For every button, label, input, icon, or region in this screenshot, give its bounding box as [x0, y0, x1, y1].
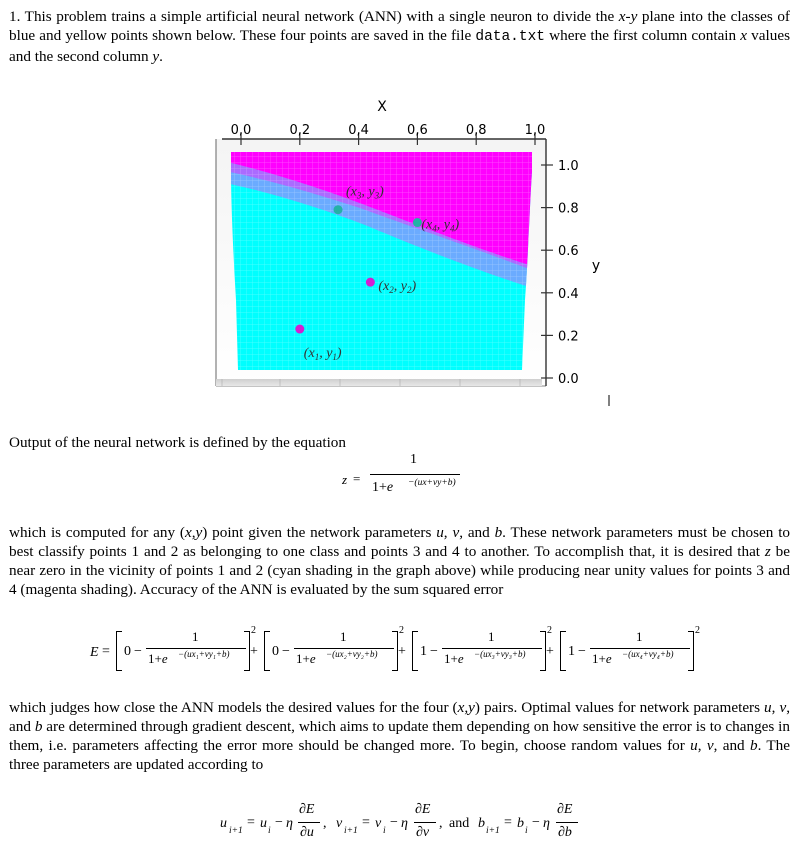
term-denom-base: 1+ — [148, 651, 162, 666]
x-tick-label: 0,4 — [348, 123, 369, 138]
p3-u2: u — [690, 737, 698, 754]
surface-grid — [225, 148, 540, 373]
x-axis-label: X — [377, 99, 387, 115]
z-exponent: −(ux+vy+b) — [408, 478, 456, 488]
p2-t5: . These network parameters must be chosen to best classify points 1 and 2 as belonging to one class and points 3 and 4 to another. To accomplish that, it is desired that — [9, 524, 791, 560]
left-bracket — [116, 631, 122, 671]
p2-u: u — [436, 524, 444, 541]
target-value: 1 — [568, 644, 575, 659]
left-bracket — [412, 631, 418, 671]
z-equals: = — [353, 471, 361, 486]
x-tick-label: 0,2 — [289, 123, 311, 138]
y-tick-label: 0.6 — [558, 244, 579, 260]
intro-text-a: This problem trains a simple artificial neural network (ANN) with a single neuron to divide the — [24, 8, 619, 25]
term-numerator: 1 — [636, 629, 643, 644]
point-label-4: ($x_4$, $y_4$) — [421, 217, 460, 234]
p2-z: z — [764, 543, 771, 560]
z-e: e — [386, 480, 394, 495]
v-lhs: v — [336, 816, 343, 831]
term-e: e — [605, 651, 612, 666]
intro-text-c: where the first column contain — [545, 27, 741, 44]
x-tick-label: 0,6 — [407, 123, 428, 138]
p2-t1: which is computed for any ( — [9, 524, 185, 541]
intro-text-b: plane into the classes of blue and yellow points shown below. These four points are saved in the file — [9, 8, 790, 44]
p3-t8: . The three parameters are updated according to — [9, 737, 791, 773]
z-symbol: z — [342, 472, 348, 487]
z-numerator: 1 — [410, 452, 417, 467]
p2-b: b — [494, 524, 503, 541]
v-comma: , — [439, 816, 443, 831]
b-partial-E: ∂E — [557, 802, 573, 817]
and-word: and — [449, 816, 470, 831]
v-rhs-sub: i — [383, 826, 386, 836]
intro-text-d: values and the second column — [9, 27, 790, 65]
term-minus: − — [134, 644, 142, 659]
b-frac-bar — [556, 822, 578, 823]
v-partial-E: ∂E — [415, 802, 431, 817]
paragraph-3 — [9, 698, 790, 774]
y-tick-label: 0.0 — [558, 372, 579, 387]
problem-number: 1. — [9, 8, 21, 25]
term-numerator: 1 — [340, 629, 347, 644]
p2-v: v — [452, 524, 460, 541]
term-denominator — [148, 651, 168, 667]
v-rhs: v — [375, 816, 382, 831]
v-partial-v: ∂v — [416, 825, 430, 840]
intro-text-e: . — [159, 48, 163, 65]
target-value: 0 — [272, 644, 279, 659]
x-tick-label: 1,0 — [524, 123, 546, 138]
plus-sign: + — [250, 644, 258, 659]
term-power: 2 — [695, 625, 700, 636]
term-exponent: −(ux₁+vy₁+b) — [178, 649, 230, 659]
term-e: e — [457, 651, 464, 666]
right-bracket — [688, 631, 694, 671]
error-term-3 — [398, 625, 560, 685]
p3-t1: which judges how close the ANN models the desired values for the four ( — [9, 699, 458, 716]
error-term-4 — [546, 625, 708, 685]
output-equation — [340, 452, 480, 502]
y-tick-label: 0.2 — [558, 329, 579, 345]
b-rhs-sub: i — [525, 826, 528, 836]
point-label-3: ($x_3$, $y_3$) — [346, 184, 384, 201]
error-term-2 — [250, 625, 412, 685]
z-denom-base: 1+ — [372, 480, 387, 495]
u-partial-E: ∂E — [299, 802, 315, 817]
v-frac-bar — [414, 822, 436, 823]
output-eq-lead: Output of the neural network is defined by the equation — [9, 434, 346, 451]
term-minus: − — [578, 644, 586, 659]
term-exponent: −(ux₄+vy₄+b) — [622, 649, 674, 659]
point-2 — [366, 278, 375, 287]
paragraph-2 — [9, 523, 790, 599]
E-symbol: E — [90, 645, 99, 660]
x-tick-label: 0,0 — [230, 123, 252, 138]
term-exponent: −(ux₃+vy₃+b) — [474, 649, 526, 659]
decision-surface — [220, 140, 545, 373]
left-bracket — [264, 631, 270, 671]
target-value: 1 — [420, 644, 427, 659]
y-tick-label: 0.4 — [558, 286, 579, 302]
target-value: 0 — [124, 644, 131, 659]
u-lhs: u — [220, 816, 227, 831]
v-equals: = — [362, 815, 370, 830]
y-axis-label: y — [591, 258, 601, 274]
error-term-1 — [116, 625, 264, 685]
term-power: 2 — [251, 625, 256, 636]
term-minus: − — [430, 644, 438, 659]
p2-xy: x,y — [184, 524, 203, 541]
p2-t3: , — [443, 524, 453, 541]
point-label-2: ($x_2$, $y_2$) — [378, 279, 417, 296]
p3-b: b — [34, 718, 43, 735]
b-equals: = — [504, 815, 512, 830]
p3-xy: x,y — [457, 699, 475, 716]
data-filename: data.txt — [475, 29, 545, 45]
p3-b2: b — [749, 737, 758, 754]
p3-t2: ) pairs. Optimal values for network parameters — [474, 699, 765, 716]
update-equations — [220, 802, 600, 850]
p3-t5: are determined through gradient descent, which aims to update them depending on how sensitive the error is to changes in them, i.e. parameters affecting the error more should be changed more. To begin, choose random values for — [9, 718, 790, 754]
b-eta: η — [543, 816, 550, 831]
b-minus: − — [532, 815, 540, 830]
u-rhs: u — [260, 816, 267, 831]
term-numerator: 1 — [488, 629, 495, 644]
u-eta: η — [286, 816, 293, 831]
term-denom-base: 1+ — [444, 651, 458, 666]
term-minus: − — [282, 644, 290, 659]
b-rhs: b — [517, 816, 524, 831]
error-equation — [90, 625, 730, 685]
y-tick-label: 0.8 — [558, 201, 579, 217]
term-denom-base: 1+ — [296, 651, 310, 666]
term-denominator — [592, 651, 612, 667]
term-power: 2 — [399, 625, 404, 636]
p3-v: v — [779, 699, 787, 716]
p2-t2: ) point given the network parameters — [202, 524, 437, 541]
plus-sign: + — [398, 644, 406, 659]
p3-t3: , — [771, 699, 780, 716]
term-denominator — [296, 651, 316, 667]
term-e: e — [309, 651, 316, 666]
z-fraction-bar — [370, 474, 460, 475]
intro-x: x — [740, 27, 748, 44]
p3-v2: v — [706, 737, 714, 754]
p2-t6: be near zero in the vicinity of points 1 and 2 (cyan shading in the graph above) while producing near unity values for points 3 and 4 (magenta shading). Accuracy of the ANN is evaluated by the sum squared error — [9, 543, 790, 598]
term-denominator — [444, 651, 464, 667]
u-rhs-sub: i — [268, 826, 271, 836]
u-partial-u: ∂u — [300, 825, 314, 840]
term-e: e — [161, 651, 168, 666]
u-comma: , — [323, 816, 327, 831]
p3-u: u — [764, 699, 772, 716]
b-lhs-sub: i+1 — [486, 826, 500, 836]
p3-t6: , — [697, 737, 707, 754]
p3-t7: , and — [713, 737, 750, 754]
u-equals: = — [247, 815, 255, 830]
x-tick-label: 0,8 — [465, 123, 487, 138]
p3-t4: , and — [9, 699, 790, 735]
term-denom-base: 1+ — [592, 651, 606, 666]
v-eta: η — [401, 816, 408, 831]
plus-sign: + — [546, 644, 554, 659]
intro-xy: x-y — [618, 8, 638, 25]
u-lhs-sub: i+1 — [229, 826, 243, 836]
y-tick-label: 1.0 — [558, 159, 579, 174]
term-exponent: −(ux₂+vy₂+b) — [326, 649, 378, 659]
v-minus: − — [390, 815, 398, 830]
term-power: 2 — [547, 625, 552, 636]
u-frac-bar — [298, 822, 320, 823]
point-3 — [334, 205, 343, 214]
v-lhs-sub: i+1 — [344, 826, 358, 836]
plot-floor — [216, 379, 542, 386]
b-lhs: b — [478, 816, 485, 831]
point-label-1: ($x_1$, $y_1$) — [303, 346, 342, 363]
b-partial-b: ∂b — [558, 825, 572, 840]
z-denominator — [372, 480, 393, 496]
intro-y: y — [152, 48, 160, 65]
point-1 — [295, 325, 304, 334]
left-bracket — [560, 631, 566, 671]
term-numerator: 1 — [192, 629, 199, 644]
E-equals: = — [102, 644, 110, 659]
p2-t4: , and — [459, 524, 495, 541]
u-minus: − — [275, 815, 283, 830]
